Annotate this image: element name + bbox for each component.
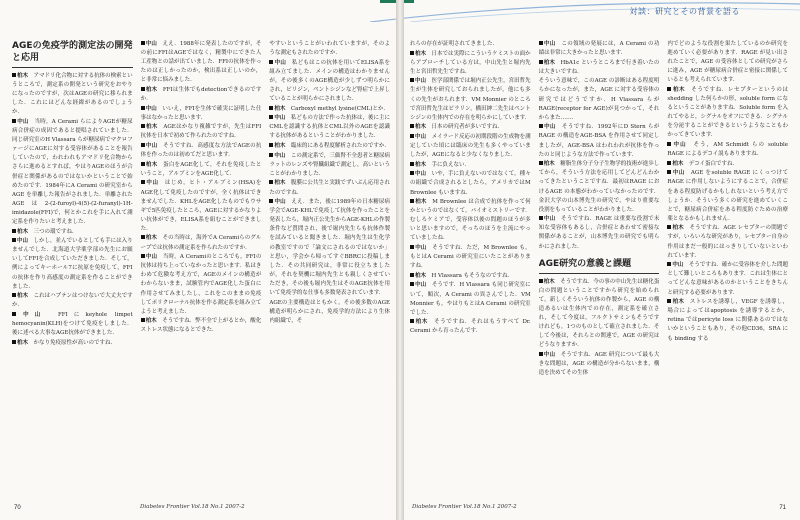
speaker-marker-icon	[539, 216, 543, 220]
dialogue-paragraph	[410, 198, 531, 243]
dialogue-text: そういう意味で，このAGE の診断はある程度明らかになったが，また，AGE に対する受容体の研究ではどうですか．H Vlassara らがRAGE(receptor for AGE)が見つかって，それからまた……．	[538, 78, 660, 121]
dialogue-paragraph	[410, 123, 531, 132]
speaker-name: 中山	[274, 115, 291, 122]
dialogue-text: FFIにkeyhole limpet hemocyanin(KLH)をつけて免疫をしました．後に述べる大事なAGE抗体ができました．	[12, 311, 133, 337]
dialogue-text: ええ．また，後に1989年の日本糖尿病学会でAGE-KHLで免疫して抗体を作ったことを発表したら，堀内正公先生からAGE-KHLの作製条件など質問され，後で堀内先生らも抗体作製を試みていると聞きました．堀内先生は生化学の教室ですので「論文にされるのではないか」と思い，学会から帰ってすぐBBRCに投稿しました．その共同研究は，非常に役立ちましたが，それを契機に堀内先生とも親しくさせていただき，その後も堀内先生はそのAGE抗体を用いて免疫学的な仕事も多数発表されています．	[269, 199, 391, 297]
speaker-name: 柏木	[145, 161, 164, 168]
speaker-name: 中山	[17, 118, 35, 125]
speaker-name: 中山	[672, 170, 691, 177]
speaker-marker-icon	[269, 153, 273, 157]
speaker-marker-icon	[12, 293, 16, 297]
speaker-marker-icon	[410, 162, 414, 166]
dialogue-text: そうですね．RAGE は重要な役割で未知な受容体もあるし，合併症とあわせて密接な関係があることが，山本博先生の研究でも明らかにされました．	[538, 216, 660, 250]
speaker-name: 中山	[17, 238, 34, 245]
dialogue-paragraph	[667, 298, 788, 343]
section-title-significance: AGE研究の意義と課題	[539, 258, 660, 274]
speaker-marker-icon	[667, 170, 671, 174]
dialogue-text: その当時は，海外でA Ceramiらのグループでは抗体の測定系を作られたのですか．	[140, 235, 262, 251]
speaker-name: 中山	[274, 199, 292, 206]
dialogue-text: そうですね．それはもうすべて Dr. Cerami から育ったんです．	[410, 319, 531, 335]
speaker-name: 中山	[274, 152, 291, 159]
dialogue-text: そうですね．弊不全で上がるとか，酸化ストレス状態になるとできた．	[140, 318, 262, 334]
speaker-name: 中山	[415, 133, 432, 140]
dialogue-paragraph	[12, 292, 133, 310]
speaker-marker-icon	[410, 199, 414, 203]
dialogue-text: そうですね．高感度な方法でAGEの抗体を作ったのは初めてだと思います．	[140, 143, 262, 159]
dialogue-text: 腹膜に公共生と実践でずいぶん応用されたのですね．	[269, 180, 390, 196]
dialogue-text: AGEはかなり複雑ですが，先生はFFI抗体を日本で初めて作られたのですね．	[140, 124, 262, 140]
dialogue-text: H Vlassara もそうなのですね．	[431, 272, 514, 279]
speaker-name: 柏木	[415, 161, 432, 168]
dialogue-text: 臨床的にある程度解析されたのですか．	[290, 143, 390, 150]
dialogue-paragraph	[269, 179, 390, 197]
speaker-marker-icon	[539, 60, 543, 64]
speaker-name: 柏木	[415, 124, 432, 131]
right-page	[402, 0, 800, 520]
dialogue-paragraph	[539, 40, 660, 58]
speaker-marker-icon	[410, 51, 414, 55]
speaker-name: 柏木	[17, 293, 34, 300]
speaker-marker-icon	[410, 282, 414, 286]
speaker-marker-icon	[141, 162, 145, 166]
dialogue-text: そうですね．ただ，M Brownlee も，もとはA Cerami の研究室にいたことがありますね．	[410, 245, 531, 270]
dialogue-text: れらの存在が証明されてきました．	[410, 41, 499, 47]
dialogue-text: はじめ，ヒト・アルブミン(HSA)をAGE化して免疫したのですが，全く抗体はできませんでした．KHLをAGE化したものでもウサギで5匹免疫したところ，AGEに対するかなりよい抗体ができ，ELISA系を組むことができました．	[140, 180, 262, 232]
dialogue-text: 日本の研究者が多いですね．	[431, 124, 504, 131]
speaker-marker-icon	[667, 87, 671, 91]
speaker-marker-icon	[667, 299, 671, 303]
dialogue-text: アマドリ化合物に対する抗体の検索というところで，測定系の開発という研究をおやりになったのですが，次はAGEの研究に移られました．これにはどんな経緯があるのでしょうか．	[12, 73, 133, 116]
speaker-marker-icon	[539, 161, 543, 165]
dialogue-text: 日本では実際にこういうケミストの面からアプローチしている方は，中山先生と堀内先生と宮田哲先生ですね．	[410, 50, 531, 75]
speaker-name: 柏木	[145, 124, 164, 131]
dialogue-paragraph	[12, 237, 133, 292]
dialogue-paragraph	[269, 152, 390, 179]
dialogue-paragraph	[269, 40, 390, 58]
speaker-marker-icon	[410, 319, 414, 323]
dialogue-paragraph	[667, 40, 788, 85]
dialogue-paragraph	[410, 272, 531, 281]
speaker-marker-icon	[539, 41, 543, 45]
speaker-name: 柏木	[543, 161, 561, 168]
dialogue-paragraph	[410, 318, 531, 336]
speaker-marker-icon	[141, 124, 145, 128]
dialogue-paragraph	[410, 77, 531, 122]
dialogue-paragraph	[410, 50, 531, 77]
running-header-title: 対談：研究とその背景を語る	[629, 7, 740, 16]
dialogue-paragraph	[141, 234, 262, 252]
dialogue-paragraph	[410, 40, 531, 49]
speaker-name: 中山	[672, 142, 694, 149]
dialogue-paragraph	[141, 142, 262, 160]
speaker-name: 柏木	[415, 272, 432, 279]
speaker-name: 中山	[145, 180, 165, 187]
speaker-name: 中山	[145, 105, 163, 112]
footer-journal-right: Diabetes Frontier Vol.18 No.1 2007-2	[412, 504, 517, 510]
dialogue-text: 三つの環ですね．	[33, 228, 78, 235]
speaker-name: 柏木	[274, 180, 291, 187]
speaker-marker-icon	[410, 78, 414, 82]
speaker-marker-icon	[410, 124, 414, 128]
dialogue-paragraph	[141, 40, 262, 85]
speaker-marker-icon	[269, 60, 273, 64]
speaker-name: 柏木	[145, 318, 163, 325]
dialogue-text: 当時，A Cerami らによりAGEが糖尿病合併症の成因であると提唱されていました．同じ研究室のH Vlassara らが糖尿病でマクロファージにAGEに対する受容体があることを報告していたので，われわれもアマドリ化合物からさらに進めるとすれば，やはりAGEのほうが合併症と関係があるのではないかということで始めたのです．1984年にA Cerami の研究室から AGE を単離した報告がされました．単離されたAGEは2-(2-furoyl)-4(5)-(2-furanyl)-1H-imidazole(FFI)で，何とかこれを手に入れて測定系を作りたいと考えました．	[12, 118, 133, 225]
dialogue-paragraph	[667, 141, 788, 159]
dialogue-text: そうですね．1992年にD Stern らがRAGE の構造をAGE-BSA を作用させて同定しましたが，AGE-BSA はわれわれが抗体を作ったのと同じような方法で作っています．	[538, 124, 660, 158]
dialogue-text: デコイ蛋白ですね．	[688, 160, 738, 167]
dialogue-text: そう，AM Schmidt らの soluble RAGE によるデコイ説もありますね．	[667, 142, 789, 158]
speaker-name: 中山	[415, 282, 432, 289]
speaker-name: 中山	[543, 41, 562, 47]
dialogue-text: AGEの主要構造はともかく，その後多数のAGE構造が明らかにされ，免疫学的方法により生体内組織で，そ	[269, 299, 391, 324]
dialogue-text: そうです．H Vlassara も同じ研究室にいて，順次，A Cerami の異さんでした．VM Monnier も，やはりもとはA Cerami の研究室でした．	[410, 282, 531, 316]
dialogue-paragraph	[667, 86, 788, 141]
dialogue-text: AGE をsoluble RAGE にくっつけてRAGE に作用しないようにすることで，合併症をある程度防げるかもしれないという考え方でしょうか．そういう多くの研究を進めていくことで，糖尿病合併症をある程度防ぐための治療薬となるかもしれません．	[667, 170, 789, 222]
dialogue-paragraph	[141, 86, 262, 104]
speaker-name: 柏木	[543, 59, 561, 66]
speaker-name: 中山	[415, 245, 433, 252]
speaker-name: 柏木	[672, 160, 689, 167]
dialogue-paragraph	[12, 311, 133, 338]
speaker-name: 柏木	[145, 235, 163, 242]
dialogue-text: やすいということがいわれていますが，そのような測定もされたのですか．	[269, 41, 391, 57]
dialogue-paragraph	[269, 59, 390, 104]
speaker-marker-icon	[539, 352, 543, 356]
speaker-name: 柏木	[415, 199, 433, 206]
speaker-marker-icon	[12, 238, 16, 242]
speaker-name: 中山	[145, 41, 163, 47]
speaker-name: 中山	[672, 262, 689, 269]
speaker-marker-icon	[539, 279, 543, 283]
dialogue-text: いいえ，FFIを生体で確実に証明した仕事はなかったと思います．	[140, 105, 262, 121]
dialogue-paragraph	[12, 339, 133, 348]
dialogue-text: 蛋白をAGE化して，それを免疫したということ，アルブミンをAGE化して．	[140, 161, 262, 177]
dialogue-paragraph	[539, 59, 660, 77]
speaker-marker-icon	[667, 225, 671, 229]
speaker-marker-icon	[410, 171, 414, 175]
speaker-marker-icon	[667, 262, 671, 266]
dialogue-paragraph	[539, 77, 660, 122]
dialogue-paragraph	[141, 317, 262, 335]
dialogue-paragraph	[410, 161, 531, 170]
dialogue-text: しかし，並んでいるとしても手には入りませんでした．北海道大学薬学部の先生にお願いしてFFIを合成していただきました．そして，例によってキーホール7に抗原を免疫して，FFIの抗体を作り高感度の測定系を作ることができました．	[12, 238, 133, 290]
speaker-marker-icon	[539, 124, 543, 128]
dialogue-paragraph	[12, 118, 133, 227]
speaker-name: 中山	[543, 351, 561, 358]
dialogue-paragraph	[539, 215, 660, 251]
speaker-name: 中山	[415, 78, 432, 85]
dialogue-text: FFIは生体でもdetectionできるのですか．	[140, 86, 262, 103]
page-number-right: 71	[779, 505, 786, 511]
dialogue-text: M Brownlee は合成で抗体を作って何かというのではなくて，バイオミストリーです．むしろケミアで，受容体以後の問題のほうが多いと思いますので，そっちのほうを主流にやっていましたね．	[410, 199, 531, 242]
dialogue-paragraph	[410, 244, 531, 271]
speaker-name: 中山	[543, 124, 562, 131]
speaker-name: 中山	[145, 143, 164, 150]
speaker-marker-icon	[269, 199, 273, 203]
dialogue-text: ええ．1988年に発表したのですが，その前にFFIはAGEではなく，精製中にできた人工産物との話が出ていました．FFIの抗体を作ったのは正しかったのか，検出系は正しいのか，と非常に悩みました．	[140, 41, 262, 84]
speaker-marker-icon	[141, 87, 145, 91]
dialogue-paragraph	[410, 133, 531, 160]
dialogue-paragraph	[269, 105, 390, 114]
dialogue-text: 手に負えない．	[431, 161, 471, 168]
dialogue-text: いや，手に負えないのではなくて，種々の組織で合成されるとしたら，アメリカではM Brownlee もいますね．	[410, 171, 531, 196]
speaker-marker-icon	[269, 143, 273, 147]
right-column-3	[667, 40, 788, 490]
speaker-marker-icon	[141, 106, 145, 110]
dialogue-text: 私どもの方法で作った抗体は，後に主にCMLを認識する抗体とCML以外のAGEを認識する抗体があるということがわかりました．	[269, 115, 391, 140]
dialogue-paragraph	[141, 161, 262, 179]
page-number-left: 70	[14, 505, 21, 511]
speaker-marker-icon	[141, 318, 145, 322]
speaker-marker-icon	[410, 273, 414, 277]
dialogue-paragraph	[269, 142, 390, 151]
speaker-name: 柏木	[415, 50, 432, 57]
dialogue-paragraph	[667, 160, 788, 169]
speaker-marker-icon	[141, 235, 145, 239]
right-column-1	[410, 40, 531, 490]
speaker-name: 柏木	[17, 228, 34, 235]
dialogue-paragraph	[410, 281, 531, 317]
dialogue-text: 私どもはこの抗体を用いてELISA系を組み立てました．メインの構造はわかりませんが，その後多くのAGE構造が少しずつ明らかにされ，ピリジン，ペントシジンなど腎症で上昇していることが明らかにされました．	[269, 59, 391, 103]
dialogue-paragraph	[539, 123, 660, 159]
speaker-marker-icon	[12, 340, 16, 344]
speaker-marker-icon	[141, 143, 145, 147]
dialogue-text: 医学部関係では堀内正公先生，宮田哲先生が生体を研究しておられましたが，他にも多くの先生がおられます．VM Monnier のところで宮田哲先生はピラリン，橋田紳二先生はペントシジンの生体内での存在を明らかにしています．	[410, 78, 531, 121]
dialogue-text: この領域の発展には，A Cerami の功績は非常に大きかったと思います．	[538, 41, 660, 57]
dialogue-paragraph	[667, 224, 788, 260]
dialogue-paragraph	[539, 160, 660, 215]
dialogue-paragraph	[12, 228, 133, 237]
dialogue-paragraph	[12, 72, 133, 117]
dialogue-text: 内でどのような役割を果たしているのか研究を進めていく必要があります．RAGE が見い出されたことで，AGE の受容体としての研究がさらに進み，AGE が糖尿病合併症と密接に関係しているとも考えられています．	[667, 41, 789, 84]
dialogue-paragraph	[539, 278, 660, 351]
dialogue-paragraph	[141, 105, 262, 123]
dialogue-paragraph	[269, 299, 390, 326]
speaker-marker-icon	[269, 180, 273, 184]
speaker-name: 柏木	[17, 73, 34, 79]
speaker-marker-icon	[410, 245, 414, 249]
footer-journal-left: Diabetes Frontier Vol.18 No.1 2007-2	[140, 504, 245, 510]
dialogue-text: そうですね．確かに受容体を介した問題として難しいところもあります．これは生体にとってどんな意味があるのかということをきちんと研究する必要があります．	[667, 262, 789, 296]
dialogue-paragraph	[269, 114, 390, 141]
speaker-name: 柏木	[274, 143, 291, 150]
dialogue-paragraph	[539, 351, 660, 378]
dialogue-text: Carboxyl methyl lysine(CML)とか．	[290, 105, 389, 112]
speaker-name: 柏木	[274, 105, 291, 112]
speaker-name: 柏木	[672, 86, 692, 93]
dialogue-paragraph	[269, 198, 390, 298]
speaker-name: 柏木	[672, 299, 690, 306]
speaker-name: 柏木	[145, 86, 163, 93]
dialogue-text: かなり免疫原性が高いのですね．	[33, 339, 117, 346]
left-page	[0, 0, 398, 520]
speaker-marker-icon	[667, 142, 671, 146]
dialogue-paragraph	[141, 179, 262, 234]
dialogue-text: そうですね．AGE 研究について最も大きな問題は，AGE の構造が分からないまま，構造を決めてその生体	[538, 351, 660, 377]
dialogue-text: メイラード反応の初期段階の生成物を測定していた頃には臨床の先生も多くやっていましたが，AGEになると少なくなりました．	[410, 133, 531, 159]
dialogue-text: そうですね．AGE レセプターの問題ですが，いろいろな研究があり，レセプター自身の作用はまだ一般的にはっきりしていないといわれています．	[667, 225, 789, 259]
speaker-marker-icon	[269, 106, 273, 110]
speaker-marker-icon	[12, 73, 16, 77]
dialogue-text: この測定系で，三価腎不全患者と糖尿病ラットのレンズや腎臓組織で測定し，高いということがわかりました．	[269, 152, 391, 177]
speaker-name: 中山	[17, 311, 58, 318]
right-columns	[410, 40, 788, 490]
speaker-name: 柏木	[415, 319, 435, 326]
speaker-name: 中山	[543, 216, 562, 223]
speaker-name: 中山	[415, 171, 432, 178]
dialogue-paragraph	[141, 253, 262, 317]
speaker-marker-icon	[12, 312, 16, 316]
speaker-marker-icon	[141, 41, 145, 45]
speaker-name: 柏木	[543, 278, 561, 285]
speaker-name: 柏木	[672, 225, 690, 232]
dialogue-text: HbA1c というところまで行き着いたのは大きいですね．	[538, 59, 660, 75]
speaker-marker-icon	[410, 134, 414, 138]
speaker-name: 柏木	[17, 339, 34, 346]
left-column-1	[12, 40, 133, 490]
dialogue-text: そうですね．レセプターというのはshedding した何らかの形，soluble form になるということがありますね．Soluble form を入れてやると，シグナルをオフにできる．シグナルを分泌することができるというようなこともわかってきています．	[667, 86, 789, 139]
left-column-2	[141, 40, 262, 490]
dialogue-text: 当時，A Ceramiのところでも，FFIの抗体は持ち上っていなかったと思います．私はきわめて危険な考え方で，AGEのメインの構造がわからないまま，試験管内でAGE化した蛋白に作用させてみましたし，これをこのままの免疫してポリクローナル抗体を作る測定系を組み立てようと考えました．	[140, 254, 262, 315]
speaker-name: 中山	[274, 59, 292, 66]
speaker-marker-icon	[269, 115, 273, 119]
dialogue-paragraph	[667, 261, 788, 297]
section-title-immunoassay: AGEの免疫学的測定法の開発と応用	[12, 40, 133, 68]
speaker-marker-icon	[12, 119, 16, 123]
speaker-marker-icon	[667, 161, 671, 165]
dialogue-paragraph	[410, 170, 531, 197]
speaker-marker-icon	[141, 254, 145, 258]
dialogue-text: そうですね．今の事の中山先生は糖化蛋白の問題ということですから研究を始められて，新しくそういう抗体の作製から，AGE の構造あるいは生体内での存在，測定系を確立され，そして今度は，フルクトサミンもそうですけれども，1つのものとして確立されました．そして今後は，それらとの関連で，AGE の研究はどうなりますか．	[538, 278, 660, 349]
dialogue-text: 糖脂生体分子分子生物学的技術が進歩してから，そういう方法を応用してどんどんわかってきたということですね．最初はRAGE におけるAGE の本態がわかっていなかったのです．金沢大学の山本博先生の研究で，やはり重要な役割をもっていることがわかりました．	[538, 161, 660, 213]
speaker-name: 中山	[145, 254, 163, 261]
dialogue-paragraph	[141, 123, 262, 141]
dialogue-paragraph	[667, 169, 788, 224]
left-column-3	[269, 40, 390, 490]
right-column-2	[539, 40, 660, 490]
left-columns	[12, 40, 390, 490]
dialogue-text: これはハプテンはつけないで大丈夫ですか．	[12, 293, 133, 309]
speaker-marker-icon	[12, 229, 16, 233]
dialogue-text: ストレスを誘導し，VEGF を誘導し，場合によってはapoptosis を誘導するとか，retina ではpericyte loss に関係あるのではないかということもあり，その他CD36，SRA にも binding する	[667, 299, 789, 342]
speaker-marker-icon	[141, 180, 145, 184]
